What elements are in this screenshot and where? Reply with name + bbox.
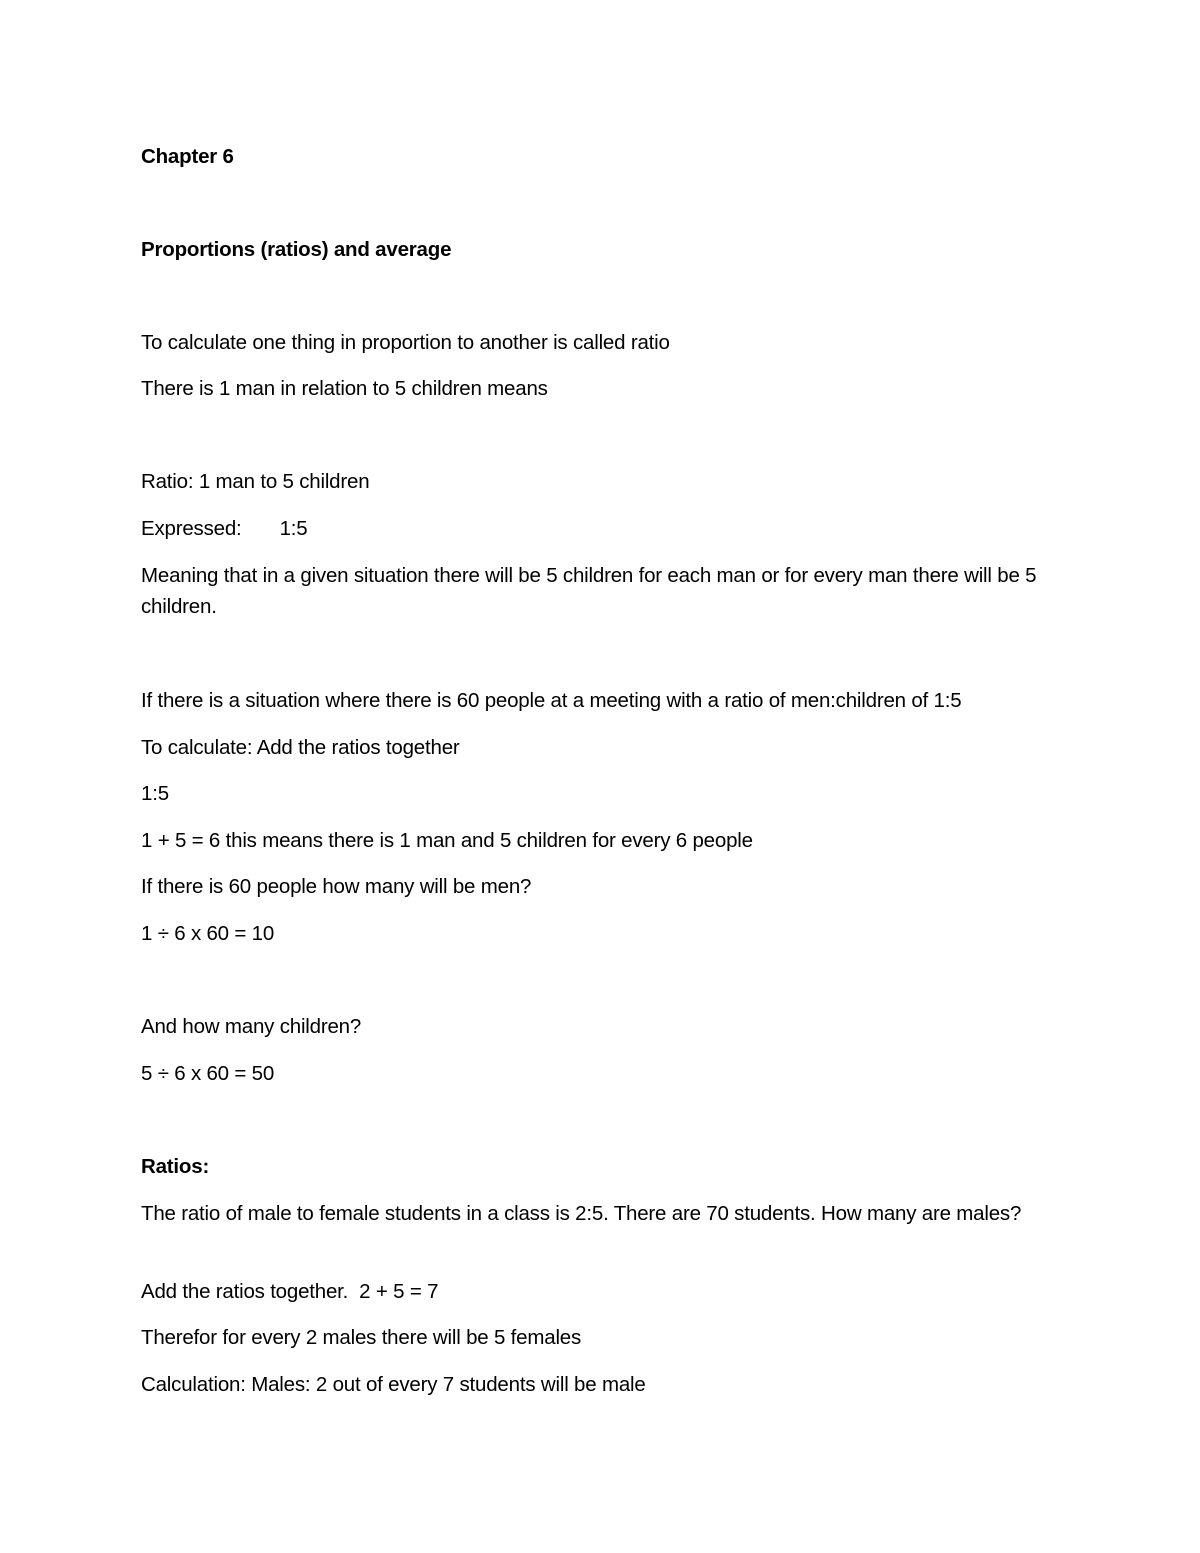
section-title: Proportions (ratios) and average — [141, 238, 452, 261]
problem-paragraph: The ratio of male to female students in a class is 2:5. There are 70 students. How many are males? — [141, 1202, 1022, 1225]
example-intro: If there is a situation where there is 60 people at a meeting with a ratio of men:children of 1:5 — [141, 689, 962, 712]
to-calculate-line: To calculate: Add the ratios together — [141, 736, 460, 759]
add-ratios-line: Add the ratios together. 2 + 5 = 7 — [141, 1280, 439, 1303]
answer-men: 1 ÷ 6 x 60 = 10 — [141, 922, 275, 945]
expressed-value: 1:5 — [279, 517, 308, 540]
question-men: If there is 60 people how many will be men? — [141, 875, 532, 898]
intro-line-2: There is 1 man in relation to 5 children means — [141, 377, 548, 400]
answer-children: 5 ÷ 6 x 60 = 50 — [141, 1062, 275, 1085]
expressed-line — [141, 513, 307, 544]
question-children: And how many children? — [141, 1015, 362, 1038]
ratio-value-line: 1:5 — [141, 782, 169, 805]
ratios-heading: Ratios: — [141, 1155, 210, 1178]
sum-line: 1 + 5 = 6 this means there is 1 man and 5 children for every 6 people — [141, 829, 753, 852]
chapter-title: Chapter 6 — [141, 145, 234, 168]
ratio-line: Ratio: 1 man to 5 children — [141, 470, 370, 493]
calculation-line: Calculation: Males: 2 out of every 7 students will be male — [141, 1373, 646, 1396]
meaning-paragraph: Meaning that in a given situation there will be 5 children for each man or for every man there will be 5 children. — [141, 564, 1037, 618]
therefor-line: Therefor for every 2 males there will be 5 females — [141, 1326, 582, 1349]
intro-line-1: To calculate one thing in proportion to another is called ratio — [141, 331, 670, 354]
expressed-label: Expressed: — [141, 517, 242, 540]
